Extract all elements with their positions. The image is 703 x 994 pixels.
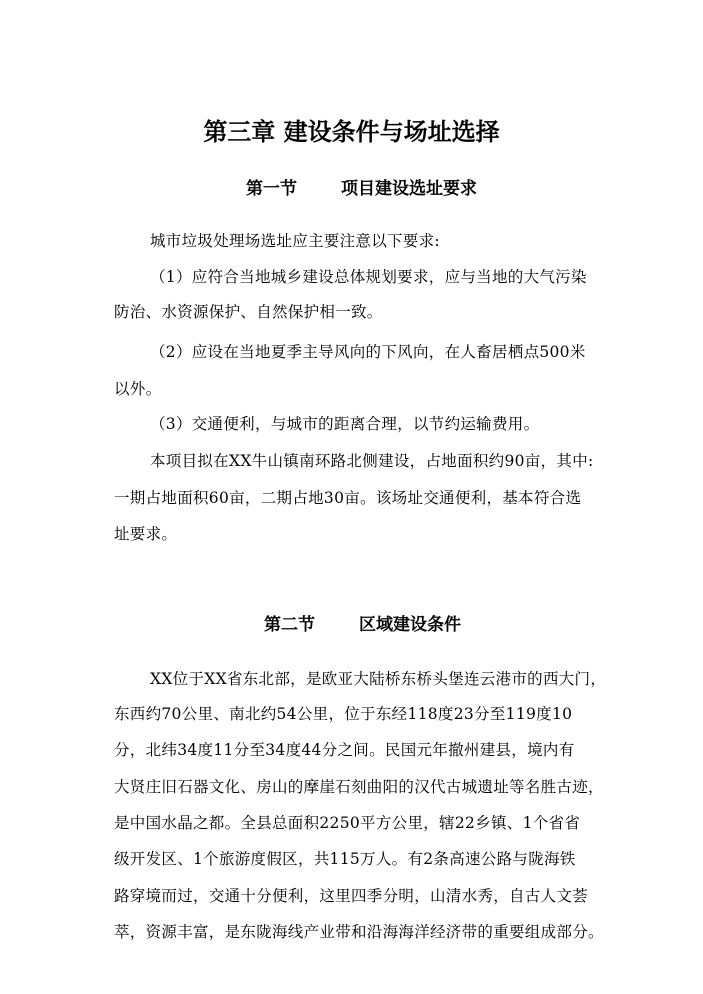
paragraph-line: 东西约70公里、南北约54公里，位于东经118度23分至119度10 — [114, 705, 573, 723]
section-2-name: 区域建设条件 — [359, 615, 461, 635]
paragraph-line: XX位于XX省东北部，是欧亚大陆桥东桥头堡连云港市的西大门， — [150, 670, 607, 688]
section-1-name: 项目建设选址要求 — [341, 179, 477, 199]
paragraph-line: （2）应设在当地夏季主导风向的下风向，在人畜居栖点500米 — [150, 343, 586, 361]
paragraph-line: 萃，资源丰富，是东陇海线产业带和沿海海洋经济带的重要组成部分。 — [114, 923, 604, 941]
paragraph-line: 路穿境而过，交通十分便利，这里四季分明，山清水秀，自古人文荟 — [114, 887, 589, 905]
paragraph-line: 一期占地面积60亩，二期占地30亩。该场址交通便利，基本符合选 — [114, 489, 582, 507]
paragraph-line: 城市垃圾处理场选址应主要注意以下要求: — [150, 232, 440, 250]
paragraph-line: 分，北纬34度11分至34度44分之间。民国元年撤州建县，境内有 — [114, 741, 575, 759]
chapter-title: 第三章 建设条件与场址选择 — [203, 117, 500, 146]
section-1-heading — [246, 174, 477, 199]
paragraph-line: （1）应符合当地城乡建设总体规划要求，应与当地的大气污染 — [150, 268, 587, 286]
paragraph-line: 大贤庄旧石器文化、房山的摩崖石刻曲阳的汉代古城遗址等名胜古迹， — [114, 778, 604, 796]
section-2-heading — [264, 610, 461, 635]
paragraph-line: 级开发区、1个旅游度假区，共115万人。有2条高速公路与陇海铁 — [114, 850, 576, 868]
paragraph-line: 防治、水资源保护、自然保护相一致。 — [114, 303, 383, 321]
paragraph-line: 是中国水晶之都。全县总面积2250平方公里，辖22乡镇、1个省省 — [114, 814, 581, 832]
paragraph-line: 本项目拟在XX牛山镇南环路北侧建设，占地面积约90亩，其中: — [150, 452, 594, 470]
paragraph-line: 址要求。 — [114, 525, 178, 543]
section-1-number: 第一节 — [246, 179, 297, 199]
section-2-number: 第二节 — [264, 615, 315, 635]
paragraph-line: （3）交通便利，与城市的距离合理，以节约运输费用。 — [150, 415, 540, 433]
paragraph-line: 以外。 — [114, 380, 162, 398]
